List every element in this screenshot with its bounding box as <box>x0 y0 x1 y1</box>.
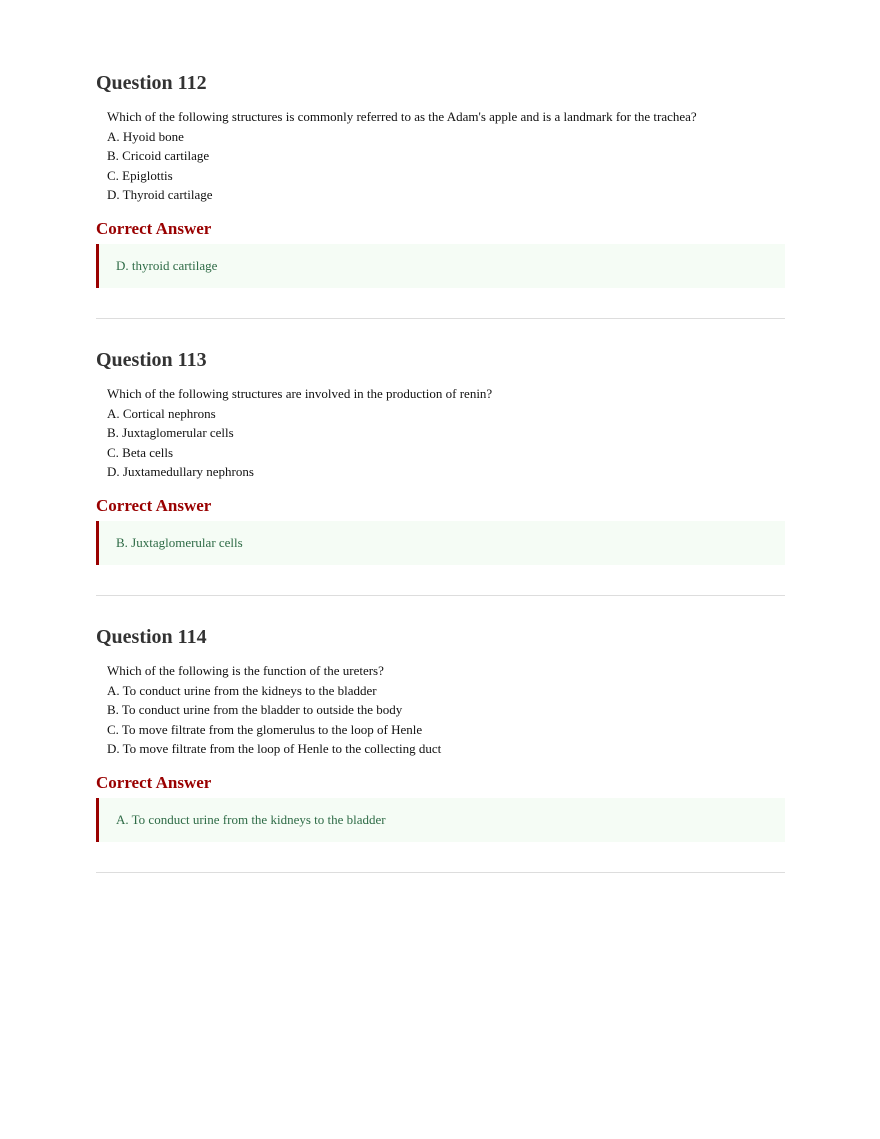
question-112 <box>96 71 785 288</box>
correct-answer-box <box>96 521 785 565</box>
question-body <box>107 384 785 482</box>
question-title: Question 113 <box>96 349 207 371</box>
question-text: Which of the following is the function of the ureters? <box>107 663 384 678</box>
divider <box>96 318 785 319</box>
option-c: C. Epiglottis <box>107 167 173 183</box>
option-d: D. To move filtrate from the loop of Henle to the collecting duct <box>107 741 442 756</box>
option-a: A. Cortical nephrons <box>107 405 216 421</box>
question-body <box>107 107 785 205</box>
question-text: Which of the following structures are involved in the production of renin? <box>107 386 493 401</box>
option-c: C. Beta cells <box>107 444 174 460</box>
option-a: A. To conduct urine from the kidneys to the bladder <box>107 682 377 698</box>
option-b: B. Juxtaglomerular cells <box>107 425 234 440</box>
option-a: A. Hyoid bone <box>107 128 184 144</box>
question-title: Question 114 <box>96 626 207 648</box>
question-114 <box>96 625 785 842</box>
divider <box>96 872 785 873</box>
question-title: Question 112 <box>96 72 207 94</box>
correct-answer-text: B. Juxtaglomerular cells <box>116 534 243 550</box>
correct-answer-box <box>96 244 785 288</box>
correct-answer-text: D. thyroid cartilage <box>116 257 218 273</box>
question-text: Which of the following structures is commonly referred to as the Adam's apple and is a landmark for the trachea? <box>107 109 697 124</box>
divider <box>96 595 785 596</box>
correct-answer-text: A. To conduct urine from the kidneys to the bladder <box>116 811 386 827</box>
option-c: C. To move filtrate from the glomerulus to the loop of Henle <box>107 721 423 737</box>
option-b: B. To conduct urine from the bladder to outside the body <box>107 702 403 717</box>
question-113 <box>96 348 785 565</box>
correct-answer-heading: Correct Answer <box>96 495 212 515</box>
option-d: D. Juxtamedullary nephrons <box>107 464 254 479</box>
correct-answer-heading: Correct Answer <box>96 772 212 792</box>
option-d: D. Thyroid cartilage <box>107 187 213 202</box>
question-body <box>107 661 785 759</box>
correct-answer-box <box>96 798 785 842</box>
correct-answer-heading: Correct Answer <box>96 218 212 238</box>
option-b: B. Cricoid cartilage <box>107 148 210 163</box>
